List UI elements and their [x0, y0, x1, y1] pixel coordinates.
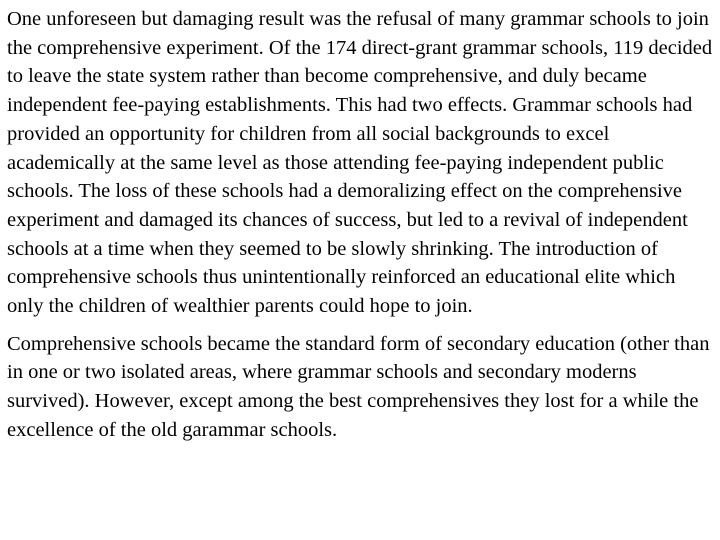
paragraph-grammar-schools: One unforeseen but damaging result was the refusal of many grammar schools to join the comprehensive experiment. Of the 174 direct-grant grammar schools, 119 decided to leave the state system rather than become comprehensive, and duly became independent fee-paying establishments. This had two effects. Grammar schools had provided an opportunity for children from all social backgrounds to excel academically at the same level as those attending fee-paying independent public schools. The loss of these schools had a demoralizing effect on the comprehensive experiment and damaged its chances of success, but led to a revival of independent schools at a time when they seemed to be slowly shrinking. The introduction of comprehensive schools thus unintentionally reinforced an educational elite which only the children of wealthier parents could hope to join. [7, 8, 713, 318]
document-body [7, 5, 715, 445]
paragraph-comprehensive-schools: Comprehensive schools became the standard form of secondary education (other than in one or two isolated areas, where grammar schools and secondary moderns survived). However, except among the best comprehensives they lost for a while the excellence of the old garammar schools. [7, 332, 710, 441]
